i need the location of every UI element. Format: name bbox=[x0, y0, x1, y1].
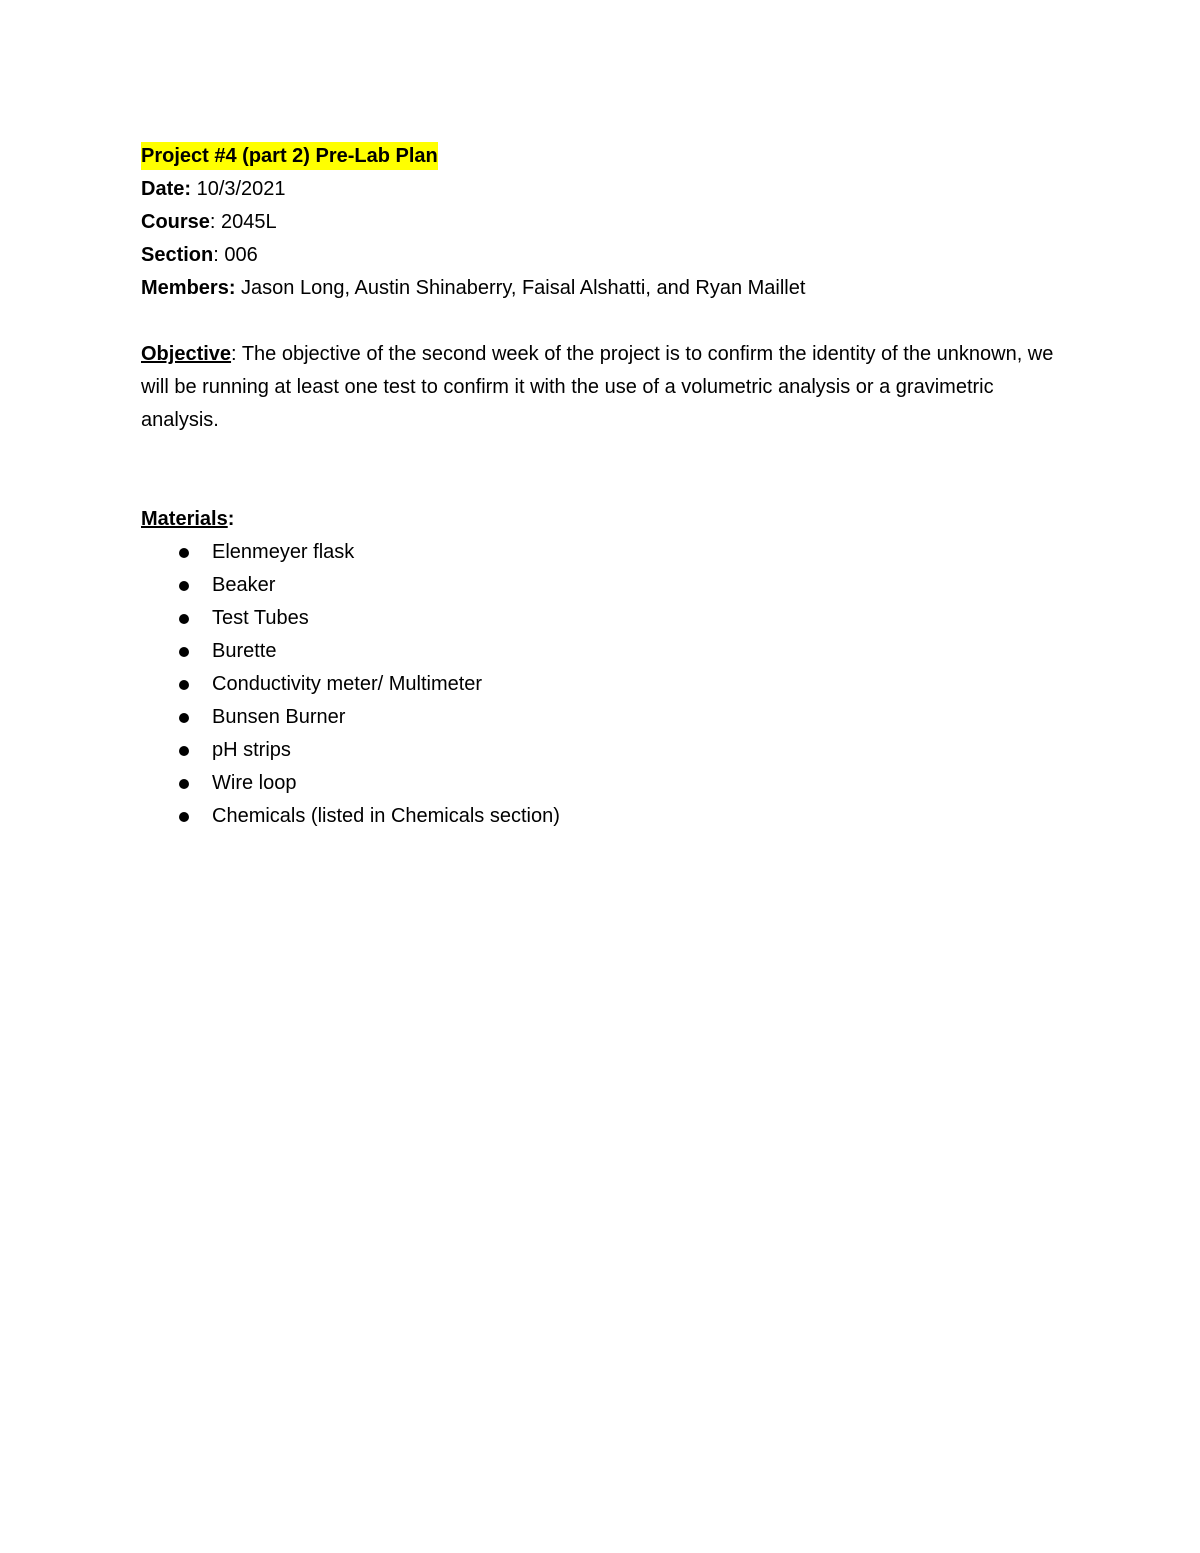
list-item bbox=[141, 536, 1071, 569]
list-item-text: Beaker bbox=[212, 574, 276, 596]
course-label: Course bbox=[141, 211, 210, 233]
spacer bbox=[141, 305, 1071, 338]
list-item bbox=[141, 602, 1071, 635]
bullet-icon bbox=[179, 680, 189, 690]
spacer bbox=[141, 437, 1071, 503]
list-item-text: pH strips bbox=[212, 739, 291, 761]
bullet-icon bbox=[179, 779, 189, 789]
list-item-text: Burette bbox=[212, 640, 277, 662]
list-item bbox=[141, 569, 1071, 602]
list-item bbox=[141, 701, 1071, 734]
bullet-icon bbox=[179, 581, 189, 591]
list-item bbox=[141, 767, 1071, 800]
members-colon: : bbox=[228, 277, 236, 299]
members-line bbox=[141, 272, 1071, 305]
section-colon: : bbox=[213, 244, 219, 266]
bullet-icon bbox=[179, 746, 189, 756]
bullet-icon bbox=[179, 614, 189, 624]
objective-label: Objective bbox=[141, 343, 232, 365]
section-value: 006 bbox=[224, 244, 258, 266]
document-title: Project #4 (part 2) Pre-Lab Plan bbox=[141, 142, 438, 170]
objective-text: The objective of the second week of the project is to confirm the identity of the unknown, we will be running at least one test to confirm it with the use of a volumetric analysis or a gravimetric analysis. bbox=[141, 343, 1054, 431]
list-item-text: Bunsen Burner bbox=[212, 706, 346, 728]
materials-label: Materials bbox=[141, 508, 228, 530]
list-item bbox=[141, 635, 1071, 668]
members-label: Members bbox=[141, 277, 229, 299]
members-value: Jason Long, Austin Shinaberry, Faisal Alshatti, and Ryan Maillet bbox=[241, 277, 806, 299]
bullet-icon bbox=[179, 548, 189, 558]
materials-colon: : bbox=[227, 508, 235, 530]
section-label: Section bbox=[141, 244, 214, 266]
list-item bbox=[141, 734, 1071, 767]
bullet-icon bbox=[179, 713, 189, 723]
list-item-text: Chemicals (listed in Chemicals section) bbox=[212, 805, 560, 827]
course-line bbox=[141, 206, 1071, 239]
list-item-text: Conductivity meter/ Multimeter bbox=[212, 673, 483, 695]
objective-paragraph bbox=[141, 338, 1071, 437]
objective-colon: : bbox=[231, 343, 237, 365]
materials-heading bbox=[141, 503, 1071, 536]
materials-list bbox=[141, 536, 1071, 833]
date-value: 10/3/2021 bbox=[196, 178, 286, 200]
date-line bbox=[141, 173, 1071, 206]
list-item-text: Test Tubes bbox=[212, 607, 309, 629]
course-value: 2045L bbox=[221, 211, 277, 233]
bullet-icon bbox=[179, 812, 189, 822]
section-line bbox=[141, 239, 1071, 272]
course-colon: : bbox=[209, 211, 216, 233]
bullet-icon bbox=[179, 647, 189, 657]
date-label: Date: bbox=[141, 178, 192, 200]
document-page bbox=[141, 140, 1071, 833]
list-item-text: Elenmeyer flask bbox=[212, 541, 355, 563]
list-item-text: Wire loop bbox=[212, 772, 297, 794]
list-item bbox=[141, 668, 1071, 701]
list-item bbox=[141, 800, 1071, 833]
